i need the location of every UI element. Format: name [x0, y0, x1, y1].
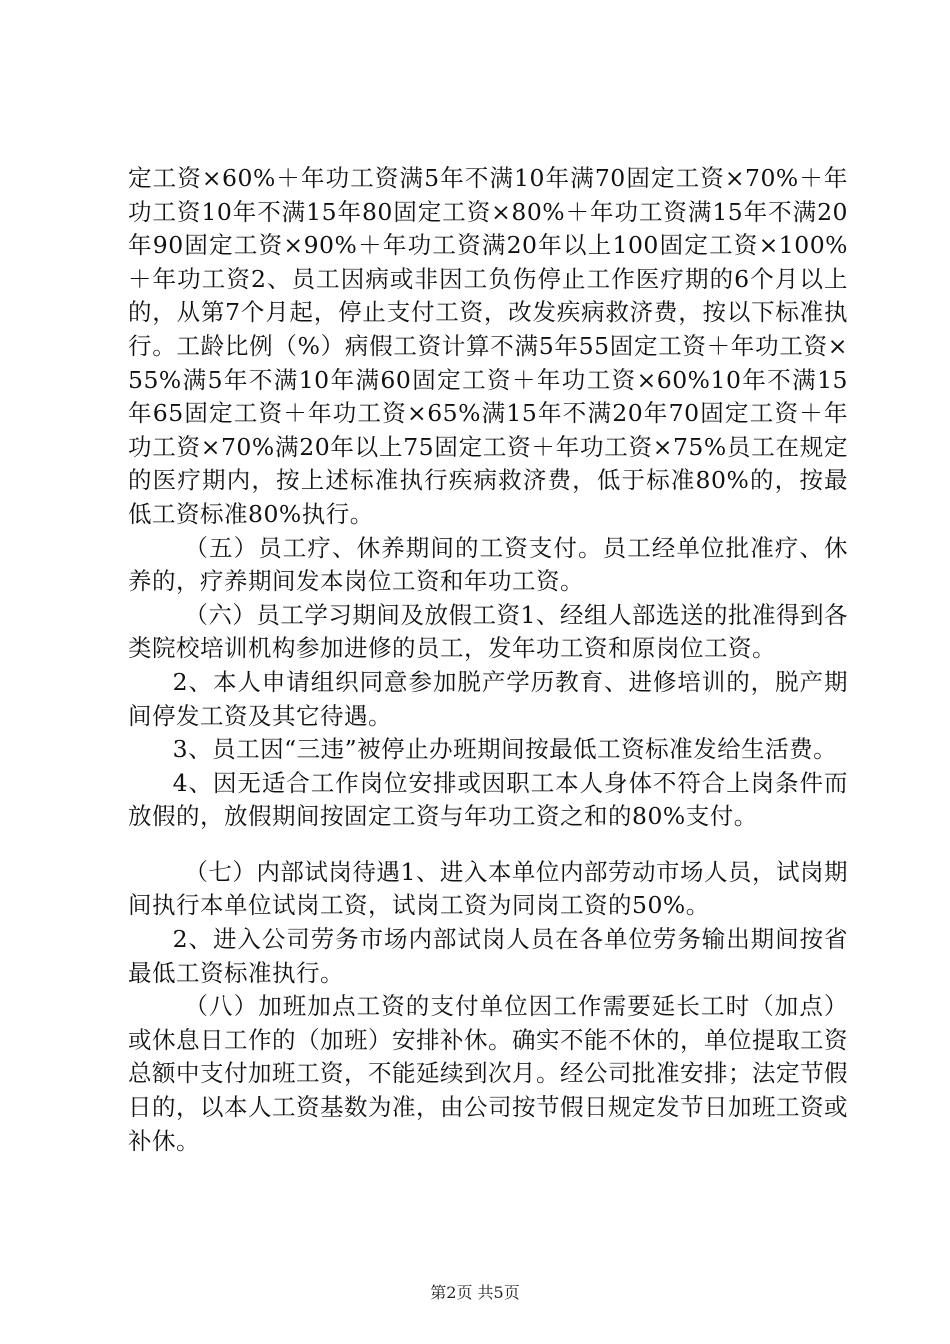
paragraph-section-five: （五）员工疗、休养期间的工资支付。员工经单位批准疗、休养的，疗养期间发本岗位工资和年功工资。: [128, 533, 848, 596]
paragraph-gap: [128, 834, 848, 856]
paragraph-section-six: （六）员工学习期间及放假工资1、经组人部选送的批准得到各类院校培训机构参加进修的员工，发年功工资和原岗位工资。: [128, 600, 848, 663]
paragraph-section-seven-item-2: 2、进入公司劳务市场内部试岗人员在各单位劳务输出期间按省最低工资标准执行。: [128, 925, 848, 987]
paragraph-section-eight: （八）加班加点工资的支付单位因工作需要延长工时（加点）或休息日工作的（加班）安排补休。确实不能不休的，单位提取工资总额中支付加班工资，不能延续到次月。经公司批准安排；法定节假日的，以本人工资基数为准，由公司按节假日规定发节日加班工资或补休。: [128, 992, 848, 1155]
paragraph-section-six-item-4: 4、因无适合工作岗位安排或因职工本人身体不符合上岗条件而放假的，放假期间按固定工资与年功工资之和的80%支付。: [128, 768, 848, 831]
paragraph-section-six-item-2: 2、本人申请组织同意参加脱产学历教育、进修培训的，脱产期间停发工资及其它待遇。: [128, 667, 848, 730]
paragraph-section-six-item-3: 3、员工因“三违”被停止办班期间按最低工资标准发给生活费。: [172, 735, 838, 764]
page-footer: 第2页 共5页: [430, 1283, 520, 1302]
document-body: [128, 162, 848, 1158]
paragraph-sick-pay-table: 定工资×60%＋年功工资满5年不满10年满70固定工资×70%＋年功工资10年不满15年80固定工资×80%＋年功工资满15年不满20年90固定工资×90%＋年功工资满20年以上100固定工资×100%＋年功工资2、员工因病或非因工负伤停止工作医疗期的6个月以上的，从第7个月起，停止支付工资，改发疾病救济费，按以下标准执行。工龄比例（%）病假工资计算不满5年55固定工资＋年功工资×55%满5年不满10年满60固定工资＋年功工资×60%10年不满15年65固定工资＋年功工资×65%满15年不满20年70固定工资＋年功工资×70%满20年以上75固定工资＋年功工资×75%员工在规定的医疗期内，按上述标准执行疾病救济费，低于标准80%的，按最低工资标准80%执行。: [128, 164, 848, 528]
paragraph-section-seven: （七）内部试岗待遇1、进入本单位内部劳动市场人员，试岗期间执行本单位试岗工资，试岗工资为同岗工资的50%。: [128, 857, 848, 920]
